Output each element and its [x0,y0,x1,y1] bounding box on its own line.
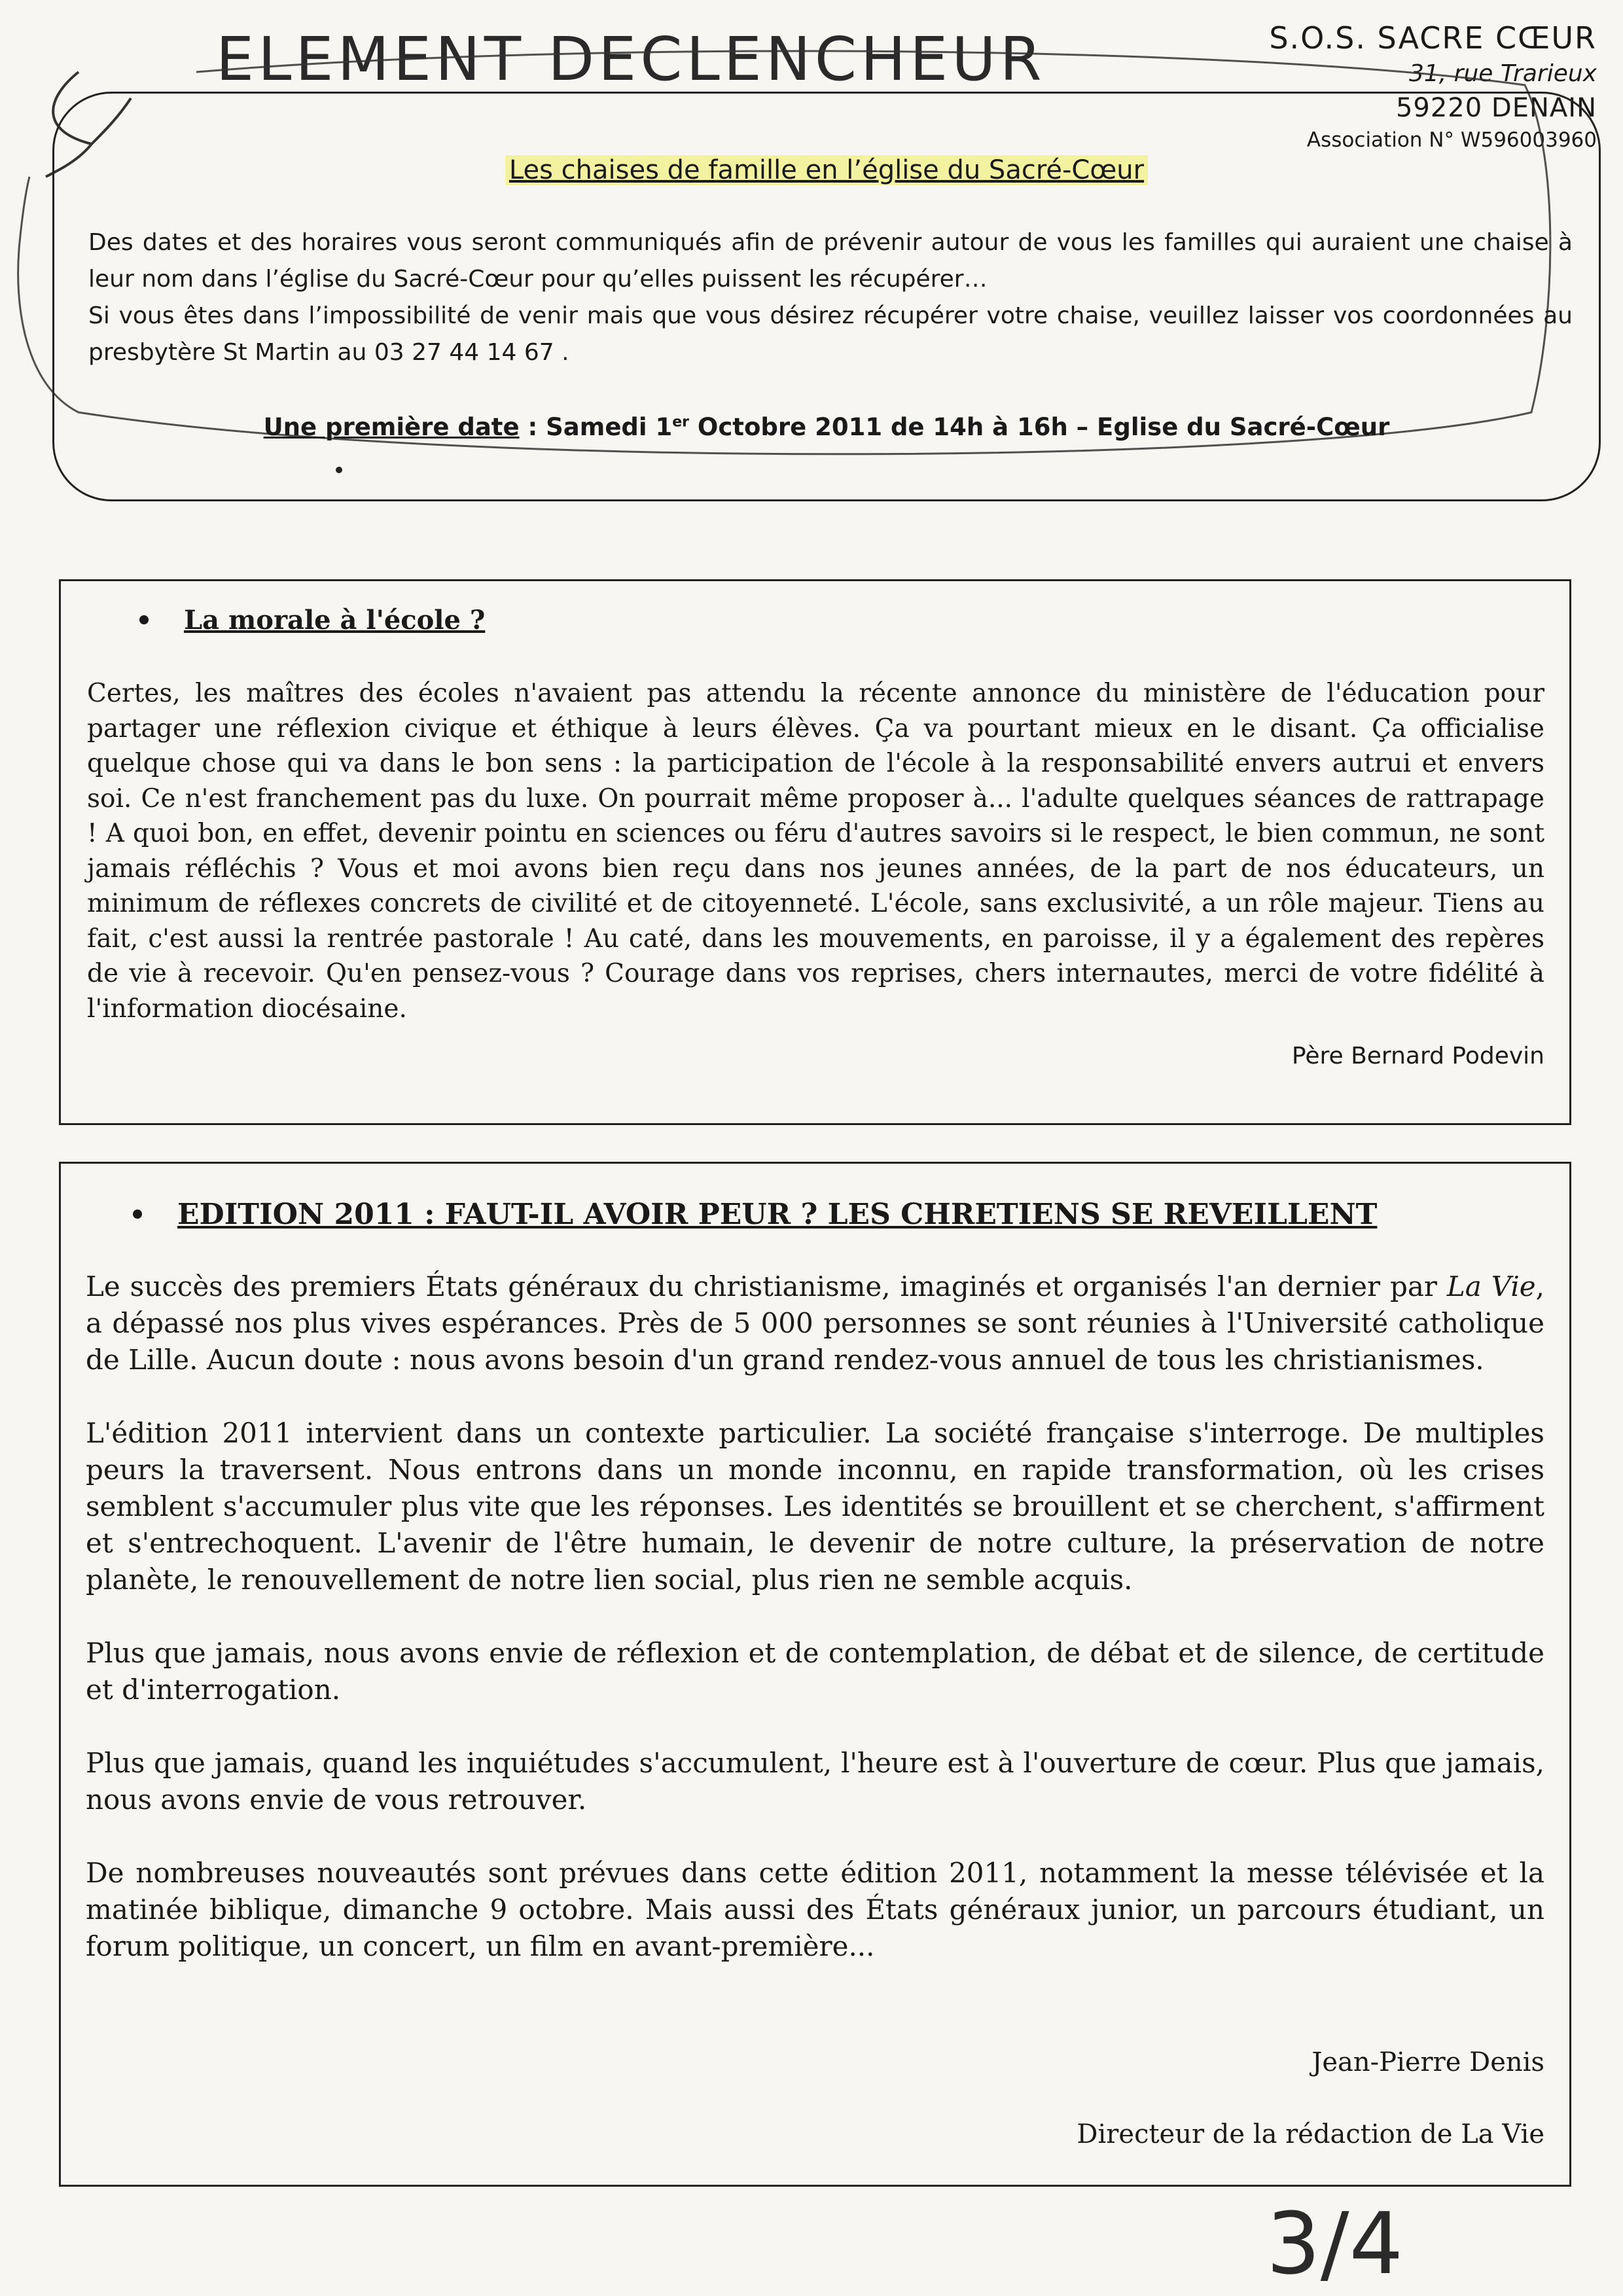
bullet-dot [336,467,342,473]
association-name: S.O.S. SACRE CŒUR [1269,20,1597,56]
edition-body [86,1268,1544,2001]
morale-signature: Père Bernard Podevin [1291,1043,1544,1069]
edition-paragraph-3: Plus que jamais, nous avons envie de réflexion et de contemplation, de débat et de silence, de certitude et d'interrogation. [86,1637,1544,1706]
morale-heading-text: La morale à l'école ? [184,605,486,636]
edition-heading-text: EDITION 2011 : FAUT-IL AVOIR PEUR ? LES CHRETIENS SE REVEILLENT [177,1198,1378,1231]
edition-article-box [59,1162,1571,2187]
morale-body: Certes, les maîtres des écoles n'avaient pas attendu la récente annonce du ministère de l'éducation pour partager une réflexion civique et éthique à leurs élèves. Ça va pourtant mieux en le disant. Ça officialise quelque chose qui va dans le bon sens : la participation de l'école à la responsabilité envers autrui et envers soi. Ce n'est franchement pas du luxe. On pourrait même proposer à... l'adulte quelques séances de rattrapage ! A quoi bon, en effet, devenir pointu en sciences ou féru d'autres savoirs si le respect, le bien commun, ne sont jamais réfléchis ? Vous et moi avons bien reçu dans nos jeunes années, de la part de nos éducateurs, un minimum de réflexes concrets de civilité et de citoyenneté. L'école, sans exclusivité, a un rôle majeur. Tiens au fait, c'est aussi la rentrée pastorale ! Au caté, dans les mouvements, en paroisse, il y a également des repères de vie à recevoir. Qu'en pensez-vous ? Courage dans vos reprises, chers internautes, merci de votre fidélité à l'information diocésaine. [87,679,1544,1024]
handwritten-header-text: ELEMENT DECLENCHEUR [216,24,1046,92]
handwritten-header [216,20,1145,92]
chairs-notice-title [54,155,1599,185]
association-city: 59220 DENAIN [1395,93,1597,123]
edition-p1-em: La Vie [1446,1270,1536,1302]
page-number [1266,2189,1430,2287]
chairs-date-label: Une première date [263,413,520,441]
chairs-notice-body [88,224,1573,371]
edition-paragraph-5: De nombreuses nouveautés sont prévues dans cette édition 2011, notamment la messe télévisée et la matinée biblique, dimanche 9 octobre. Mais aussi des États généraux junior, un parcours étudiant, un forum politique, un concert, un film en avant-première... [86,1857,1544,1962]
edition-paragraph-2: L'édition 2011 intervient dans un contexte particulier. La société française s'interroge. De multiples peurs la traversent. Nous entrons dans un monde inconnu, en rapide transformation, où les crises semblent s'accumuler plus vite que les réponses. Les identités se brouillent et se cherchent, s'affirment et s'entrechoquent. L'avenir de l'être humain, le devenir de notre culture, la préservation de notre planète, le renouvellement de notre lien social, plus rien ne semble acquis. [86,1417,1544,1596]
edition-heading [133,1198,1377,1231]
morale-article-box [59,579,1571,1125]
morale-heading [139,605,485,636]
edition-paragraph-1 [86,1268,1544,1378]
edition-author-role: Directeur de la rédaction de La Vie [1077,2119,1544,2149]
edition-paragraph-4: Plus que jamais, quand les inquiétudes s'accumulent, l'heure est à l'ouverture de cœur. Plus que jamais, nous avons envie de vous retrouver. [86,1747,1544,1816]
chairs-notice-paragraph-1: Des dates et des horaires vous seront communiqués afin de prévenir autour de vous les familles qui auraient une chaise à leur nom dans l’église du Sacré-Cœur pour qu’elles puissent les récupérer… [88,229,1573,293]
chairs-notice-title-text: Les chaises de famille en l’église du Sacré-Cœur [505,155,1148,185]
chairs-date-sup: er [672,414,689,431]
chairs-date-post: Octobre 2011 de 14h à 16h – Eglise du Sacré-Cœur [689,413,1390,441]
edition-p1-post: , a dépassé nos plus vives espérances. Près de 5 000 personnes se sont réunies à l'Université catholique de Lille. Aucun doute : nous avons besoin d'un grand rendez-vous annuel de tous les christianismes. [86,1270,1544,1376]
chairs-notice-paragraph-2: Si vous êtes dans l’impossibilité de venir mais que vous désirez récupérer votre chaise, veuillez laisser vos coordonnées au presbytère St Martin au 03 27 44 14 67 . [88,302,1573,366]
chairs-date-pre: : Samedi 1 [519,413,673,441]
bullet-icon [139,615,149,624]
association-street: 31, rue Trarieux [1408,60,1597,87]
chairs-notice [52,92,1601,501]
chairs-notice-date [54,413,1599,441]
association-registration: Association N° W596003960 [1306,128,1597,152]
edition-p1-pre: Le succès des premiers États généraux du christianisme, imaginés et organisés l'an dernier par [86,1270,1447,1302]
edition-author: Jean-Pierre Denis [1311,2047,1544,2077]
page-number-text: 3/4 [1266,2194,1404,2287]
bullet-icon [133,1210,142,1219]
